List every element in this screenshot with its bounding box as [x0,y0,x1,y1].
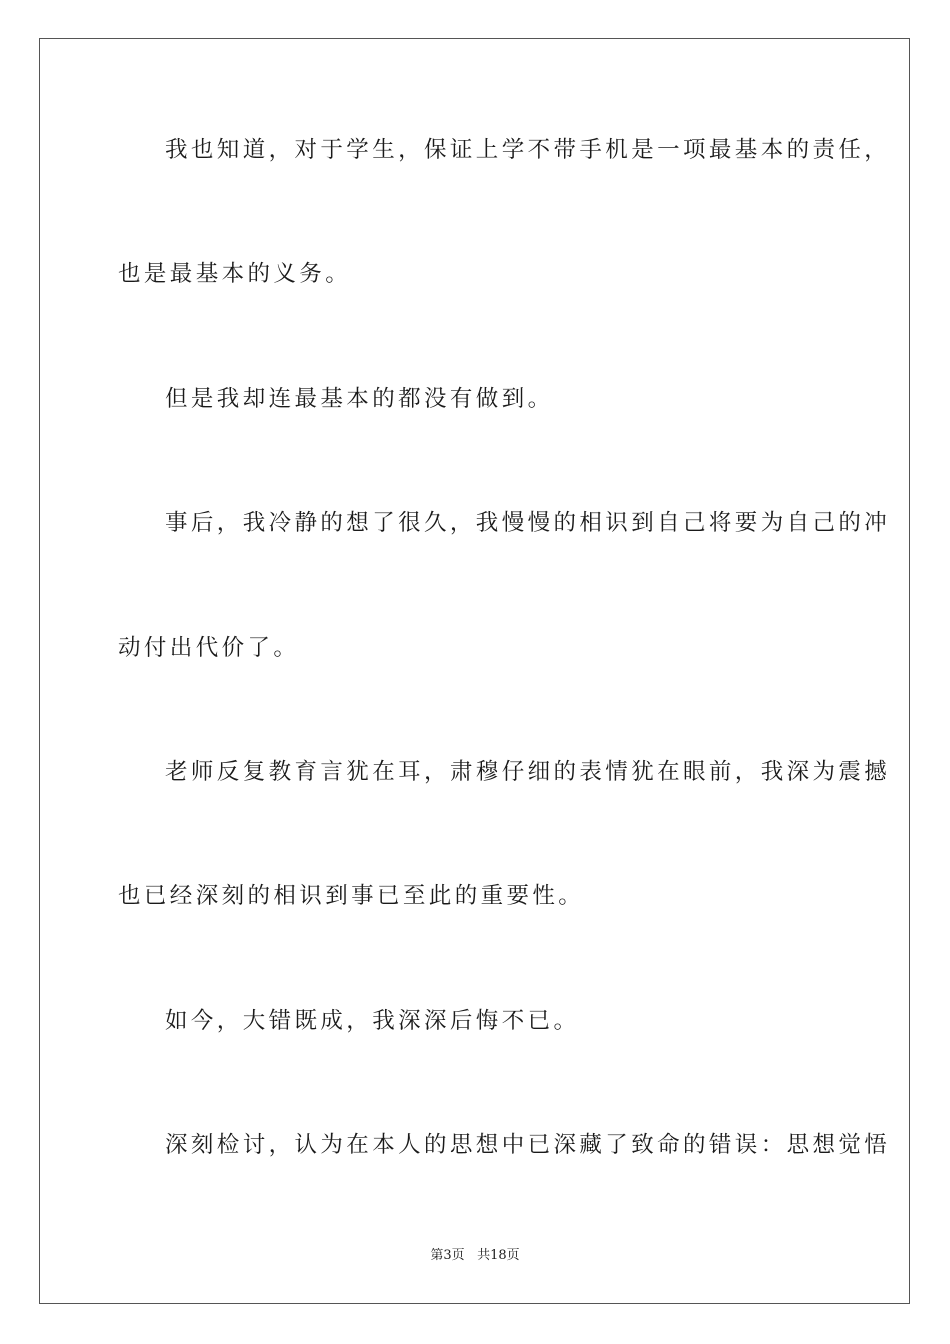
body-line-7: 也已经深刻的相识到事已至此的重要性。 [118,883,585,909]
page-total: 共18页 [477,1248,520,1263]
body-line-9: 深刻检讨，认为在本人的思想中已深藏了致命的错误：思想觉悟 [165,1132,891,1158]
body-line-2: 也是最基本的义务。 [118,261,352,287]
page-footer [0,1249,950,1262]
body-line-1: 我也知道，对于学生，保证上学不带手机是一项最基本的责任， [165,137,891,163]
page-number: 第3页 [430,1248,465,1263]
page-border [39,38,910,1304]
body-line-8: 如今，大错既成，我深深后悔不已。 [165,1008,580,1034]
body-line-4: 事后，我冷静的想了很久，我慢慢的相识到自己将要为自己的冲 [165,510,891,536]
body-line-3: 但是我却连最基本的都没有做到。 [165,386,554,412]
body-line-5: 动付出代价了。 [118,635,300,661]
body-line-6: 老师反复教育言犹在耳，肃穆仔细的表情犹在眼前，我深为震撼 [165,759,891,785]
